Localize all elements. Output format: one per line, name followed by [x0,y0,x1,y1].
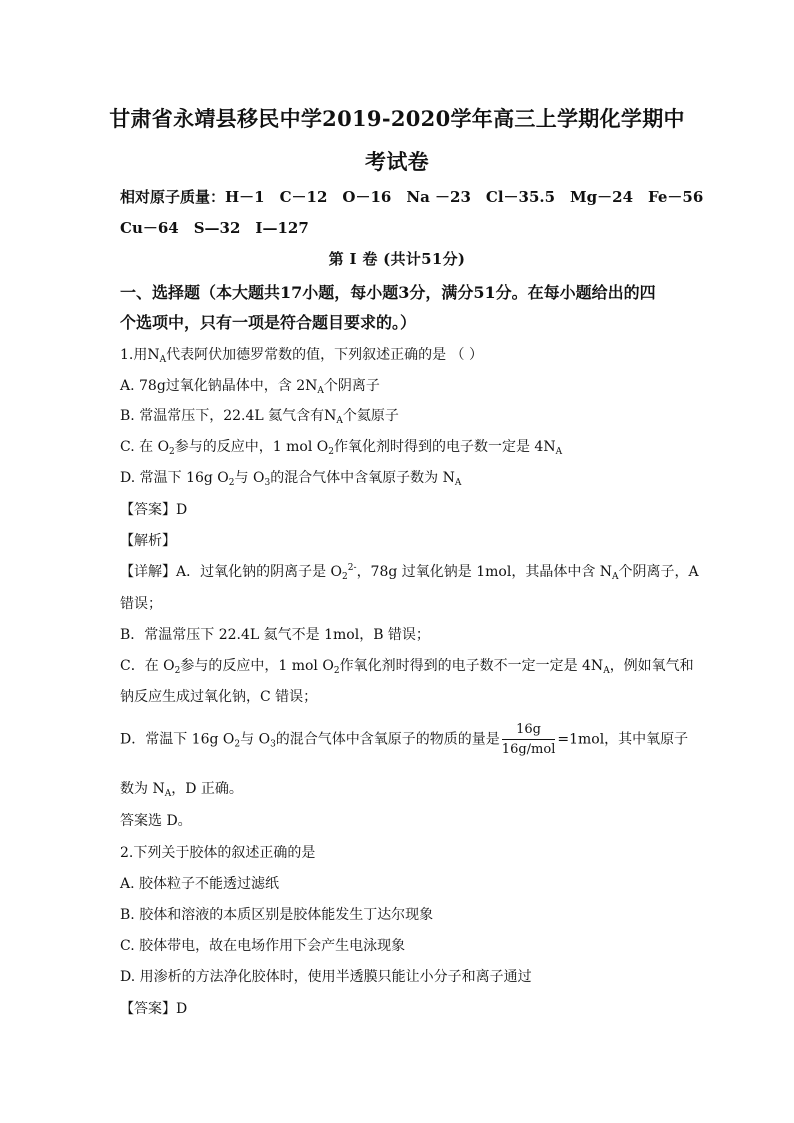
title-line-2: 考试卷 [365,149,429,174]
q1-detail-a-cont: 错误； [120,596,162,612]
q1-analysis-label: 【解析】 [120,533,176,549]
q2-option-d: D. 用渗析的方法净化胶体时，使用半透膜只能让小分子和离子通过 [120,969,532,985]
q1-option-b: B. 常温常压下，22.4L 氦气含有$N_A$个氦原子 [120,408,399,426]
q2-option-b: B. 胶体和溶液的本质区别是胶体能发生丁达尔现象 [120,907,434,923]
atomic-masses-line-2: Cu－64 S—32 I—127 [120,219,309,237]
section-heading-line-1: 一、选择题（本大题共17小题，每小题3分，满分51分。在每小题给出的四 [120,283,656,302]
q2-answer: 【答案】D [120,1001,188,1017]
q2-option-c: C. 胶体带电，故在电场作用下会产生电泳现象 [120,938,406,954]
q1-detail-d-cont: 数为 $N_A$，D 正确。 [120,781,243,799]
q1-detail-c: C．在 $O_2$参与的反应中，1 mol $O_2$作氧化剂时得到的电子数不一定一定是 $4N_A$，例如氧气和 [120,658,694,676]
q2-stem: 2.下列关于胶体的叙述正确的是 [120,845,316,861]
q1-detail-c-cont: 钠反应生成过氧化钠，C 错误； [120,689,318,705]
section-heading-line-2: 个选项中，只有一项是符合题目要求的。） [120,313,417,332]
title-line-1: 甘肃省永靖县移民中学2019-2020学年高三上学期化学期中 [109,106,685,131]
q1-detail-d: D．常温下 16g $O_2$与 $O_3$的混合气体中含氧原子的物质的量是 $\frac{16g}{\text{16g/mol}}$ =1mol，其中氧原子 [120,722,689,757]
part-heading: 第 Ⅰ 卷 (共计51分) [328,250,466,268]
atomic-masses-line-1: 相对原子质量：H－1 C－12 O－16 Na －23 Cl－35.5 Mg－24 Fe－56 [120,188,704,206]
q2-option-a: A. 胶体粒子不能透过滤纸 [120,876,280,892]
q1-option-c: C. 在 $O_2$参与的反应中，1 mol $O_2$作氧化剂时得到的电子数一定是 $4N_A$ [120,439,563,457]
q1-stem: 1.用$N_A$代表阿伏加德罗常数的值，下列叙述正确的是 （ ） [120,347,484,365]
q1-conclusion: 答案选 D。 [120,813,192,829]
q1-option-a: A. 78g过氧化钠晶体中，含 $2N_A$个阴离子 [120,378,380,396]
q1-detail-b: B．常温常压下 22.4L 氦气不是 1mol，B 错误； [120,627,430,643]
q1-detail-a: 【详解】A．过氧化钠的阴离子是 $O_2^{2-}$，78g 过氧化钠是 1mol，其晶体中含 $N_A$个阴离子，A [120,563,699,582]
q1-answer: 【答案】D [120,502,188,518]
moles-fraction: $\frac{16g}{\text{16g/mol}}$ [501,722,556,757]
q1-option-d: D. 常温下 16g $O_2$与 $O_3$的混合气体中含氧原子数为 $N_A$ [120,470,462,488]
